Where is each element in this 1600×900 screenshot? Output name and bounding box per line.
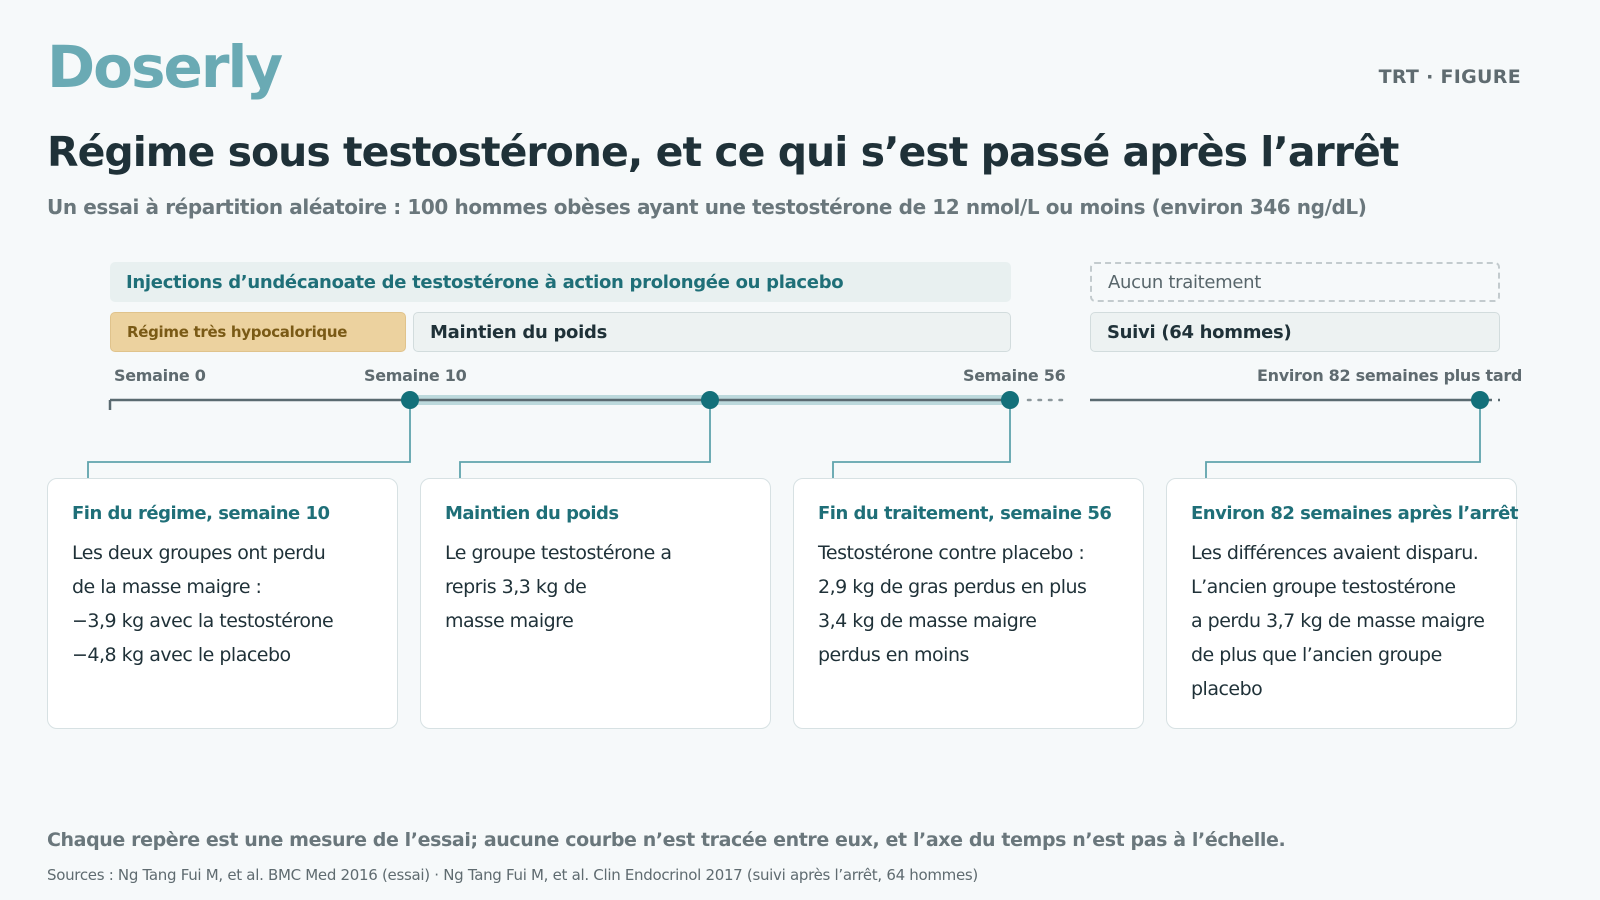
- card-weight-maintenance: [420, 478, 771, 729]
- timeline-label-week-56: Semaine 56: [963, 366, 1066, 385]
- timeline-dot-week-10: [401, 391, 419, 409]
- timeline-label-week-10: Semaine 10: [364, 366, 467, 385]
- band-diet: Régime très hypocalorique: [110, 312, 406, 352]
- card-line: de plus que l’ancien groupe: [1191, 644, 1442, 666]
- timeline-dot-maintenance: [701, 391, 719, 409]
- card-line: repris 3,3 kg de: [445, 576, 587, 598]
- card-line: L’ancien groupe testostérone: [1191, 576, 1456, 598]
- timeline-dot-week-82: [1471, 391, 1489, 409]
- band-injections: Injections d’undécanoate de testostérone à action prolongée ou placebo: [110, 262, 1011, 302]
- footer-note: Chaque repère est une mesure de l’essai; aucune courbe n’est tracée entre eux, et l’axe du temps n’est pas à l’échelle.: [47, 829, 1286, 851]
- card-line: −4,8 kg avec le placebo: [72, 644, 291, 666]
- card-line: −3,9 kg avec la testostérone: [72, 610, 334, 632]
- card-line: perdus en moins: [818, 644, 969, 666]
- card-line: masse maigre: [445, 610, 574, 632]
- connector-card-4: [1206, 400, 1480, 478]
- connector-card-1: [88, 400, 410, 478]
- figure-tag: TRT · FIGURE: [1378, 66, 1521, 88]
- page-title: Régime sous testostérone, et ce qui s’est passé après l’arrêt: [47, 128, 1399, 176]
- card-heading: Maintien du poids: [445, 503, 619, 524]
- card-heading: Environ 82 semaines après l’arrêt: [1191, 503, 1518, 524]
- footer-sources: Sources : Ng Tang Fui M, et al. BMC Med 2016 (essai) · Ng Tang Fui M, et al. Clin Endocrinol 2017 (suivi après l’arrêt, 64 hommes): [47, 866, 978, 884]
- card-heading: Fin du régime, semaine 10: [72, 503, 330, 524]
- card-line: 3,4 kg de masse maigre: [818, 610, 1037, 632]
- timeline-label-week-0: Semaine 0: [114, 366, 206, 385]
- connector-card-3: [833, 400, 1010, 478]
- connector-card-2: [460, 400, 710, 478]
- card-end-of-diet: [47, 478, 398, 729]
- card-line: Les différences avaient disparu.: [1191, 542, 1479, 564]
- card-after-stopping: [1166, 478, 1517, 729]
- card-line: placebo: [1191, 678, 1263, 700]
- brand-logo: Doserly: [47, 33, 282, 101]
- card-heading: Fin du traitement, semaine 56: [818, 503, 1112, 524]
- card-line: Le groupe testostérone a: [445, 542, 672, 564]
- card-line: de la masse maigre :: [72, 576, 262, 598]
- band-followup: Suivi (64 hommes): [1090, 312, 1500, 352]
- card-line: Les deux groupes ont perdu: [72, 542, 326, 564]
- card-line: a perdu 3,7 kg de masse maigre: [1191, 610, 1485, 632]
- band-no-treatment: Aucun traitement: [1090, 262, 1500, 302]
- card-end-of-treatment: [793, 478, 1144, 729]
- band-maintenance: Maintien du poids: [413, 312, 1011, 352]
- page-subtitle: Un essai à répartition aléatoire : 100 hommes obèses ayant une testostérone de 12 nmol/L ou moins (environ 346 ng/dL): [47, 195, 1367, 219]
- timeline-label-week-82: Environ 82 semaines plus tard: [1257, 366, 1523, 385]
- card-line: 2,9 kg de gras perdus en plus: [818, 576, 1087, 598]
- timeline-dot-week-56: [1001, 391, 1019, 409]
- card-line: Testostérone contre placebo :: [818, 542, 1085, 564]
